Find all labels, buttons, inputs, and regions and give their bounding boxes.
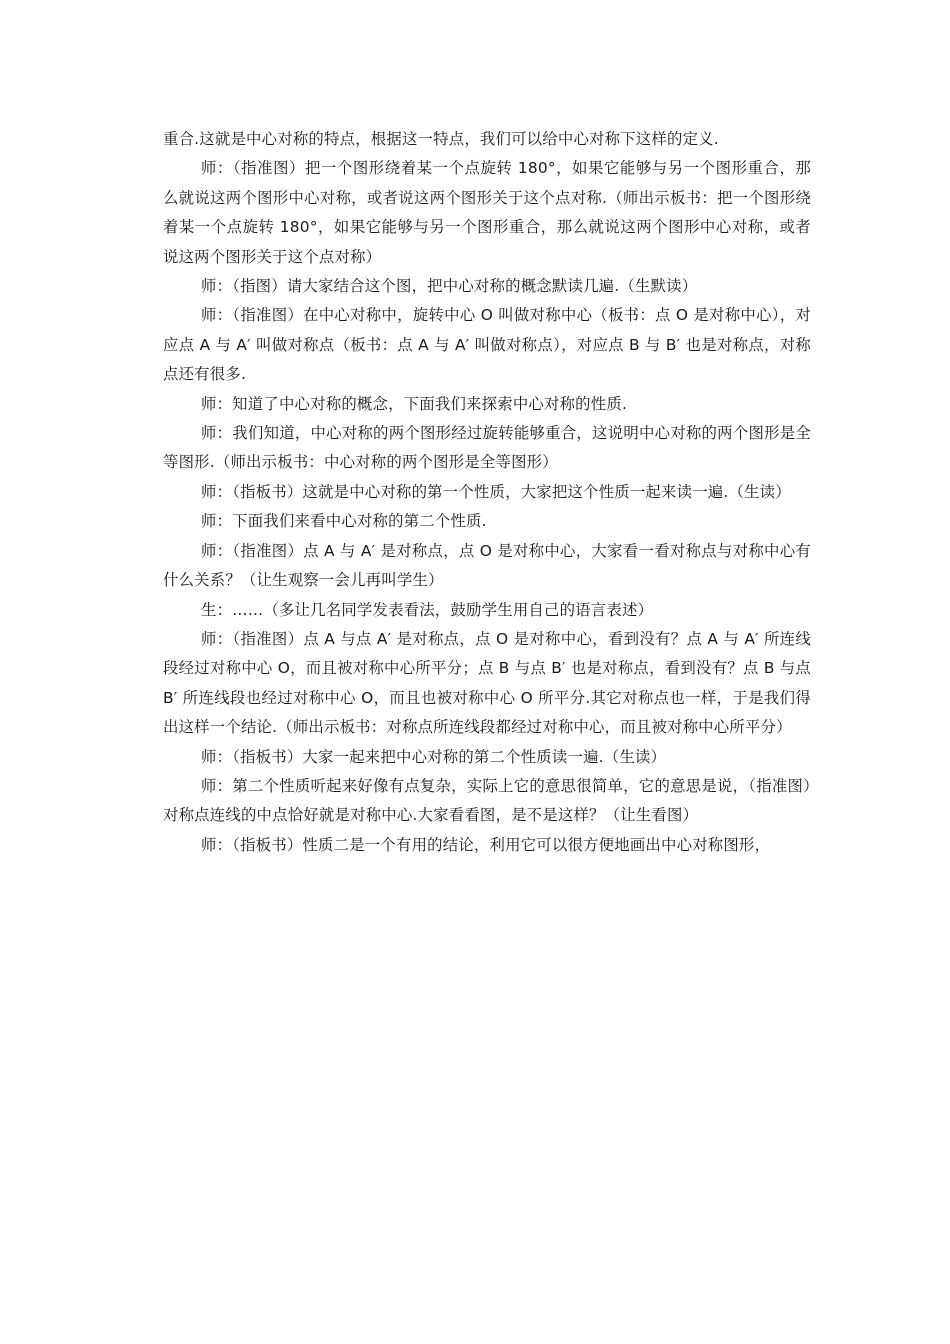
paragraph-7: 师：（指板书）这就是中心对称的第一个性质，大家把这个性质一起来读一遍.（生读） <box>201 482 791 501</box>
paragraph-14: 师：（指板书）性质二是一个有用的结论，利用它可以很方便地画出中心对称图形， <box>201 835 771 854</box>
paragraph-13: 师：第二个性质听起来好像有点复杂，实际上它的意思很简单，它的意思是说，（指准图）对称点连线的中点恰好就是对称中心.大家看看图，是不是这样？（让生看图） <box>163 776 811 825</box>
paragraph-11: 师：（指准图）点 A 与点 A′ 是对称点，点 O 是对称中心，看到没有？点 A 与 A′ 所连线段经过对称中心 O，而且被对称中心所平分；点 B 与点 B′ 也是对称点，看到没有？点 B 与点 B′ 所连线段也经过对称中心 O，而且也被对称中心 O 所平分.其它对称点也一样，于是我们得出这样一个结论.（师出示板书：对称点所连线段都经过对称中心，而且被对称中心所平分） <box>163 629 811 737</box>
paragraph-6: 师：我们知道，中心对称的两个图形经过旋转能够重合，这说明中心对称的两个图形是全等图形.（师出示板书：中心对称的两个图形是全等图形） <box>163 424 811 472</box>
paragraph-5: 师：知道了中心对称的概念，下面我们来探索中心对称的性质. <box>201 394 628 413</box>
paragraph-9: 师：（指准图）点 A 与 A′ 是对称点，点 O 是对称中心，大家看一看对称点与对称中心有什么关系？（让生观察一会儿再叫学生） <box>163 541 811 590</box>
paragraph-3: 师：（指图）请大家结合这个图，把中心对称的概念默读几遍.（生默读） <box>201 277 698 296</box>
paragraph-12: 师：（指板书）大家一起来把中心对称的第二个性质读一遍.（生读） <box>201 747 667 766</box>
paragraph-10: 生：……（多让几名同学发表看法，鼓励学生用自己的语言表述） <box>201 600 654 619</box>
document-body <box>163 125 811 860</box>
paragraph-8: 师：下面我们来看中心对称的第二个性质. <box>201 512 487 531</box>
paragraph-1: 重合.这就是中心对称的特点，根据这一特点，我们可以给中心对称下这样的定义. <box>163 130 719 148</box>
paragraph-2: 师：（指准图）把一个图形绕着某一个点旋转 180°，如果它能够与另一个图形重合，那么就说这两个图形中心对称，或者说这两个图形关于这个点对称.（师出示板书：把一个图形绕着某一个点旋转 180°，如果它能够与另一个图形重合，那么就说这两个图形中心对称，或者说这两个图形关于这个点对称） <box>163 159 811 266</box>
paragraph-4: 师：（指准图）在中心对称中，旋转中心 O 叫做对称中心（板书：点 O 是对称中心），对应点 A 与 A′ 叫做对称点（板书：点 A 与 A′ 叫做对称点），对应点 B 与 B′ 也是对称点，对称点还有很多. <box>163 306 811 384</box>
